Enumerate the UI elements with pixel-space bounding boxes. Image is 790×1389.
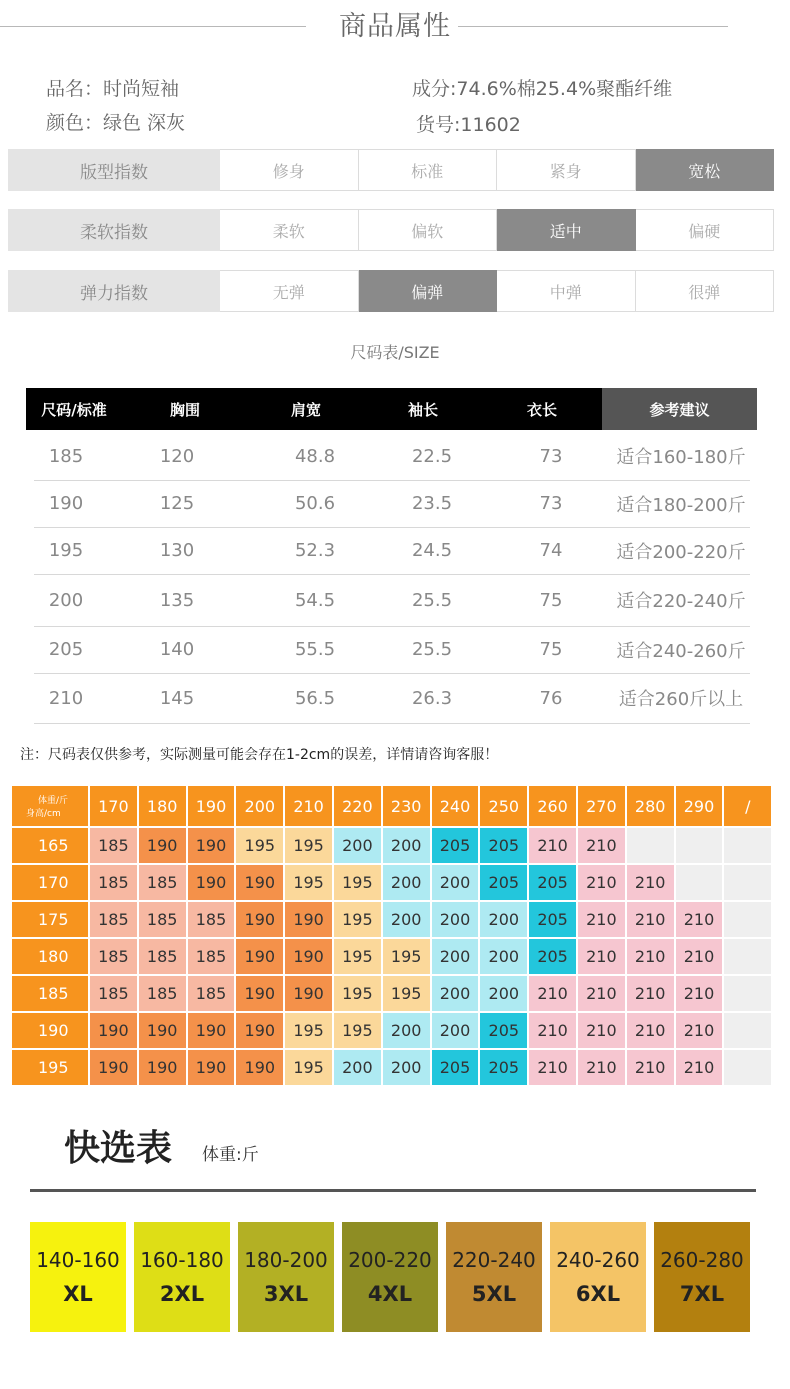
size-table-cell: 195 [48,540,84,561]
quick-weight-range: 260-280 [660,1248,744,1272]
quick-size-card [550,1222,646,1332]
index-label: 弹力指数 [8,270,220,312]
grid-cell: 205 [529,939,578,976]
grid-cell [724,902,773,939]
grid-cell: 185 [90,828,139,865]
index-option: 很弹 [636,270,775,312]
grid-cell: 195 [383,939,432,976]
grid-cell: 210 [676,976,725,1013]
grid-weight-header: 190 [188,786,237,828]
grid-cell: 195 [334,939,383,976]
quick-size-label: 5XL [471,1282,517,1306]
grid-cell [676,828,725,865]
grid-cell: 210 [676,1050,725,1087]
size-table-row [34,480,750,528]
size-table-cell: 135 [159,589,195,611]
grid-weight-header: 230 [383,786,432,828]
grid-cell: 210 [578,865,627,902]
grid-cell: 185 [139,865,188,902]
grid-weight-header: 250 [480,786,529,828]
grid-cell: 210 [529,828,578,865]
quick-size-card [446,1222,542,1332]
quick-size-card [134,1222,230,1332]
index-option-selected: 适中 [497,209,636,251]
size-table-cell: 73 [539,445,563,467]
size-table-cell: 适合240-260斤 [616,640,746,662]
size-table-header-cell: 袖长 [407,400,438,419]
size-note: 注：尺码表仅供参考，实际测量可能会存在1-2cm的误差，详情请咨询客服！ [20,747,499,763]
grid-cell: 190 [188,1013,237,1050]
grid-cell: 185 [90,865,139,902]
grid-cell: 210 [578,939,627,976]
size-table-header [26,388,757,430]
grid-cell: 210 [676,902,725,939]
size-table-row [34,574,750,627]
grid-weight-header: 290 [676,786,725,828]
grid-cell: 190 [90,1013,139,1050]
grid-cell: 200 [432,902,481,939]
grid-cell: 200 [480,902,529,939]
size-table-cell: 75 [539,639,563,660]
grid-cell: 200 [383,828,432,865]
size-table-cell: 55.5 [294,639,336,660]
grid-cell: 195 [285,1013,334,1050]
quick-weight-range: 180-200 [244,1248,328,1272]
grid-height-header: 165 [12,828,90,865]
index-option-selected: 偏弹 [359,270,498,312]
grid-cell: 205 [529,902,578,939]
grid-cell: 190 [236,865,285,902]
grid-cell: 195 [285,828,334,865]
size-table-cell: 205 [48,639,84,660]
grid-cell: 190 [236,1050,285,1087]
size-table-cell: 适合160-180斤 [616,447,746,468]
size-table-cell: 210 [48,687,84,709]
grid-weight-header: 240 [432,786,481,828]
product-composition: 成分:74.6%棉25.4%聚酯纤维 [412,78,673,100]
grid-cell: 200 [480,976,529,1013]
grid-cell: 200 [480,939,529,976]
grid-cell [724,1013,773,1050]
size-table-cell: 56.5 [294,687,336,709]
size-table-header-cell: 尺码/标准 [41,400,107,419]
grid-cell [724,939,773,976]
quick-size-label: 6XL [575,1282,621,1306]
size-table-cell: 52.3 [294,540,336,561]
grid-height-header: 190 [12,1013,90,1050]
grid-cell: 190 [236,976,285,1013]
grid-cell: 200 [432,939,481,976]
grid-cell: 210 [529,1050,578,1087]
grid-cell [724,1050,773,1087]
size-table-row [34,673,750,724]
grid-cell: 190 [236,902,285,939]
grid-cell [724,865,773,902]
grid-weight-header: 260 [529,786,578,828]
grid-height-header: 185 [12,976,90,1013]
quick-size-label: 2XL [159,1282,205,1306]
grid-cell: 210 [578,828,627,865]
grid-cell: 210 [578,976,627,1013]
grid-height-header: 195 [12,1050,90,1087]
grid-cell: 200 [432,865,481,902]
grid-weight-header: 280 [627,786,676,828]
product-name: 品名：时尚短袖 [46,78,180,100]
grid-cell: 195 [334,1013,383,1050]
quick-size-card [30,1222,126,1332]
grid-height-header: 175 [12,902,90,939]
grid-cell: 210 [627,1050,676,1087]
grid-cell: 195 [236,828,285,865]
size-table-cell: 73 [539,493,563,514]
size-table-cell: 190 [48,493,84,514]
quick-size-card [342,1222,438,1332]
grid-cell: 195 [285,865,334,902]
grid-cell [724,976,773,1013]
size-table-cell: 74 [539,540,563,561]
grid-weight-header: 220 [334,786,383,828]
index-option: 偏硬 [636,209,775,251]
size-table-cell: 适合200-220斤 [616,541,746,563]
size-table-header-cell: 参考建议 [602,388,757,430]
quick-table-rule [30,1189,756,1192]
grid-cell: 190 [188,828,237,865]
grid-cell: 185 [139,976,188,1013]
size-table-cell: 23.5 [411,493,453,514]
grid-cell: 210 [627,976,676,1013]
grid-cell: 190 [188,1050,237,1087]
grid-cell: 200 [383,1013,432,1050]
grid-cell: 190 [188,865,237,902]
grid-cell: 210 [578,902,627,939]
grid-cell: 205 [480,828,529,865]
quick-table-title: 快选表 [64,1128,173,1169]
grid-cell: 210 [578,1013,627,1050]
grid-corner [12,786,90,828]
size-table-row [34,626,750,674]
quick-size-label: XL [63,1282,93,1306]
grid-weight-header: 170 [90,786,139,828]
grid-cell: 205 [432,1050,481,1087]
index-option: 修身 [220,149,359,191]
grid-cell: 195 [334,976,383,1013]
size-table-cell: 26.3 [411,687,453,709]
grid-cell: 205 [529,865,578,902]
grid-cell: 195 [334,865,383,902]
grid-cell: 210 [627,939,676,976]
size-table-cell: 适合220-240斤 [616,591,746,612]
grid-weight-header: 210 [285,786,334,828]
quick-weight-range: 160-180 [140,1248,224,1272]
index-option: 无弹 [220,270,359,312]
size-table-cell: 120 [159,445,195,467]
size-table-cell: 25.5 [411,639,453,660]
index-option: 标准 [359,149,498,191]
quick-size-label: 3XL [263,1282,309,1306]
size-table-cell: 140 [159,639,195,660]
grid-cell: 200 [334,828,383,865]
size-table-cell: 75 [539,589,563,611]
grid-cell: 200 [432,1013,481,1050]
grid-cell: 200 [383,1050,432,1087]
quick-weight-range: 240-260 [556,1248,640,1272]
grid-cell: 185 [188,976,237,1013]
grid-cell: 200 [432,976,481,1013]
quick-size-label: 4XL [367,1282,413,1306]
grid-cell: 185 [90,976,139,1013]
size-table-cell: 适合180-200斤 [616,494,746,516]
grid-cell: 210 [676,1013,725,1050]
grid-corner-height-label: 身高/cm [26,809,61,819]
index-bar-elasticity [8,270,774,312]
quick-size-card [654,1222,750,1332]
grid-cell: 190 [285,939,334,976]
size-table-cell: 200 [48,589,84,611]
size-table-row [34,432,750,481]
grid-cell: 185 [90,902,139,939]
index-label: 版型指数 [8,149,220,191]
quick-size-label: 7XL [679,1282,725,1306]
quick-weight-range: 200-220 [348,1248,432,1272]
grid-cell: 200 [334,1050,383,1087]
size-table-cell: 185 [48,445,84,467]
grid-cell: 190 [236,1013,285,1050]
size-table-cell: 50.6 [294,493,336,514]
grid-corner-weight-label: 体重/斤 [38,796,69,806]
product-color: 颜色：绿色 深灰 [46,112,186,134]
quick-size-card [238,1222,334,1332]
quick-table-subtitle: 体重:斤 [202,1145,259,1165]
size-table-cell: 130 [159,540,195,561]
grid-cell: 190 [139,828,188,865]
size-table-cell: 145 [159,687,195,709]
size-table-caption: 尺码表/SIZE [350,343,440,362]
size-table-cell: 76 [539,687,563,709]
quick-weight-range: 140-160 [36,1248,120,1272]
size-table-cell: 48.8 [294,445,336,467]
grid-cell: 190 [285,902,334,939]
index-label: 柔软指数 [8,209,220,251]
grid-height-header: 180 [12,939,90,976]
size-table-cell: 24.5 [411,540,453,561]
grid-cell [627,828,676,865]
grid-cell: 200 [383,902,432,939]
grid-cell: 185 [188,902,237,939]
grid-cell: 190 [285,976,334,1013]
grid-weight-header: 180 [139,786,188,828]
size-table-cell: 25.5 [411,589,453,611]
size-table-cell: 22.5 [411,445,453,467]
grid-cell: 205 [432,828,481,865]
grid-weight-header: 200 [236,786,285,828]
grid-height-header: 170 [12,865,90,902]
grid-cell: 190 [236,939,285,976]
grid-cell: 185 [139,902,188,939]
size-table-header-cell: 肩宽 [290,400,321,419]
size-table-cell: 54.5 [294,589,336,611]
index-option-selected: 宽松 [636,149,775,191]
index-option: 紧身 [497,149,636,191]
grid-cell [676,865,725,902]
grid-cell [724,828,773,865]
grid-cell: 190 [139,1013,188,1050]
grid-weight-header: 270 [578,786,627,828]
grid-cell: 205 [480,1013,529,1050]
grid-cell: 210 [578,1050,627,1087]
grid-cell: 200 [383,865,432,902]
grid-cell: 185 [188,939,237,976]
grid-cell: 205 [480,1050,529,1087]
grid-cell: 185 [90,939,139,976]
index-option: 中弹 [497,270,636,312]
grid-cell: 190 [139,1050,188,1087]
size-table-cell: 适合260斤以上 [618,689,744,710]
grid-cell: 210 [676,939,725,976]
size-table-header-cell: 衣长 [526,400,557,419]
grid-cell: 210 [627,865,676,902]
size-table-row [34,527,750,575]
grid-cell: 185 [139,939,188,976]
index-bar-softness [8,209,774,251]
grid-weight-header: / [724,786,773,828]
product-item-no: 货号:11602 [416,114,521,136]
grid-cell: 195 [383,976,432,1013]
size-table-header-cell: 胸围 [169,400,200,419]
index-bar-fit [8,149,774,191]
grid-cell: 195 [334,902,383,939]
index-option: 柔软 [220,209,359,251]
grid-cell: 190 [90,1050,139,1087]
grid-cell: 195 [285,1050,334,1087]
size-table-cell: 125 [159,493,195,514]
grid-cell: 210 [627,902,676,939]
grid-cell: 210 [627,1013,676,1050]
grid-cell: 205 [480,865,529,902]
grid-cell: 210 [529,1013,578,1050]
quick-weight-range: 220-240 [452,1248,536,1272]
index-option: 偏软 [359,209,498,251]
grid-cell: 210 [529,976,578,1013]
page-title: 商品属性 [339,11,451,42]
